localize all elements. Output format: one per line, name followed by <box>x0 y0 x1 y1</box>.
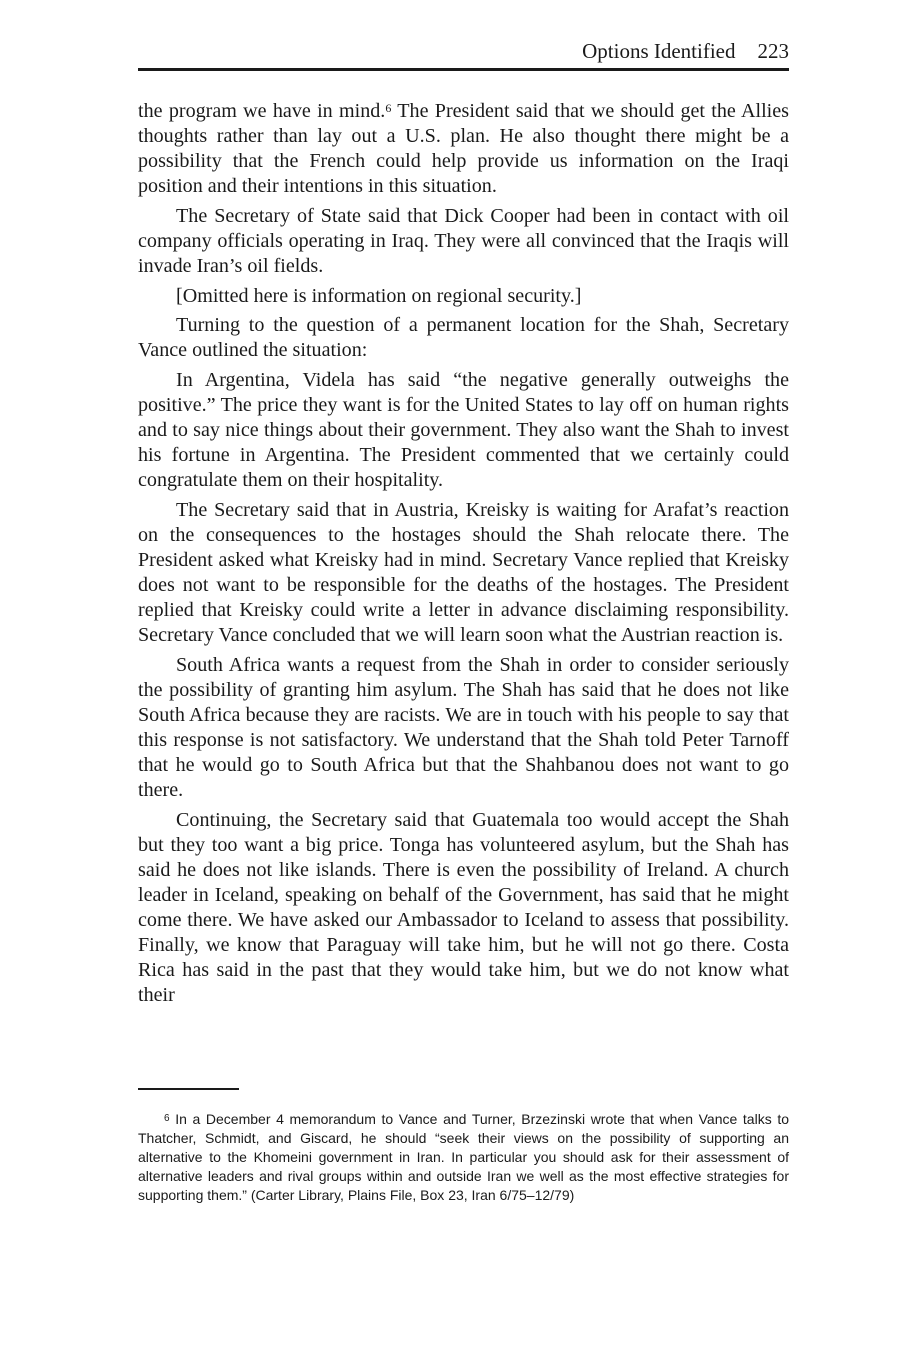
paragraph-1-lead: the program we have in mind. <box>138 100 386 122</box>
paragraph-7: South Africa wants a request from the Shah in order to consider seriously the possibility of granting him asylum. The Shah has said that he does not like South Africa because they are racists. We are in touch with his people to say that this response is not satisfactory. We understand that the Shah told Peter Tarnoff that he would go to South Africa but that the Shahbanou does not want to go there. <box>138 653 789 801</box>
running-title: Options Identified <box>582 39 736 63</box>
footnote-marker: 6 <box>164 1113 170 1124</box>
header-rule <box>138 68 789 71</box>
paragraph-6: The Secretary said that in Austria, Kreisky is waiting for Arafat’s reaction on the consequences to the hostages should the Shah relocate there. The President asked what Kreisky had in mind. Secretary Vance replied that Kreisky does not want to be responsible for the deaths of the hostages. The President replied that Kreisky could write a letter in advance disclaiming responsibility. Secretary Vance concluded that we will learn soon what the Austrian reaction is. <box>138 498 789 646</box>
paragraph-5: In Argentina, Videla has said “the negative generally outweighs the positive.” The price they want is for the United States to lay off on human rights and to say nice things about their government. They also want the Shah to invest his fortune in Argentina. The President commented that we certainly could congratulate them on their hospitality. <box>138 369 789 492</box>
footnote-text: In a December 4 memorandum to Vance and Turner, Brzezinski wrote that when Vance talks to Thatcher, Schmidt, and Giscard, he should “seek their views on the possibility of supporting an alternative to the Khomeini government in Iran. In particular you should ask for their assessment of alternative leaders and rival groups within and outside Iran we well as the most effective strategies for supporting them.” (Carter Library, Plains File, Box 23, Iran 6/75–12/79) <box>138 1111 789 1203</box>
footnote-reference-6[interactable]: 6 <box>385 101 392 115</box>
main-text <box>138 99 789 1008</box>
paragraph-2: The Secretary of State said that Dick Cooper had been in contact with oil company officials operating in Iraq. They were all convinced that the Iraqis will invade Iran’s oil fields. <box>138 204 789 277</box>
page-number: 223 <box>757 39 789 63</box>
running-header <box>138 36 789 66</box>
paragraph-1-rest: The President said that we should get the Allies thoughts rather than lay out a U.S. plan. He also thought there might be a possibility that the French could help provide us information on the Iraqi position and their intentions in this situation. <box>138 100 790 197</box>
footnote-6 <box>138 1110 789 1205</box>
paragraph-3: [Omitted here is information on regional security.] <box>176 284 582 307</box>
paragraph-1 <box>138 99 789 199</box>
footnote-rule <box>138 1088 239 1090</box>
paragraph-8: Continuing, the Secretary said that Guatemala too would accept the Shah but they too want a big price. Tonga has volunteered asylum, but the Shah has said he does not like islands. There is even the possibility of Ireland. A church leader in Iceland, speaking on behalf of the Government, has said that he might come there. We have asked our Ambassador to Iceland to assess that possibility. Finally, we know that Paraguay will take him, but he will not go there. Costa Rica has said in the past that they would take him, but we do not know what their <box>138 808 789 1006</box>
paragraph-4: Turning to the question of a permanent location for the Shah, Secretary Vance outlined the situation: <box>138 314 789 362</box>
